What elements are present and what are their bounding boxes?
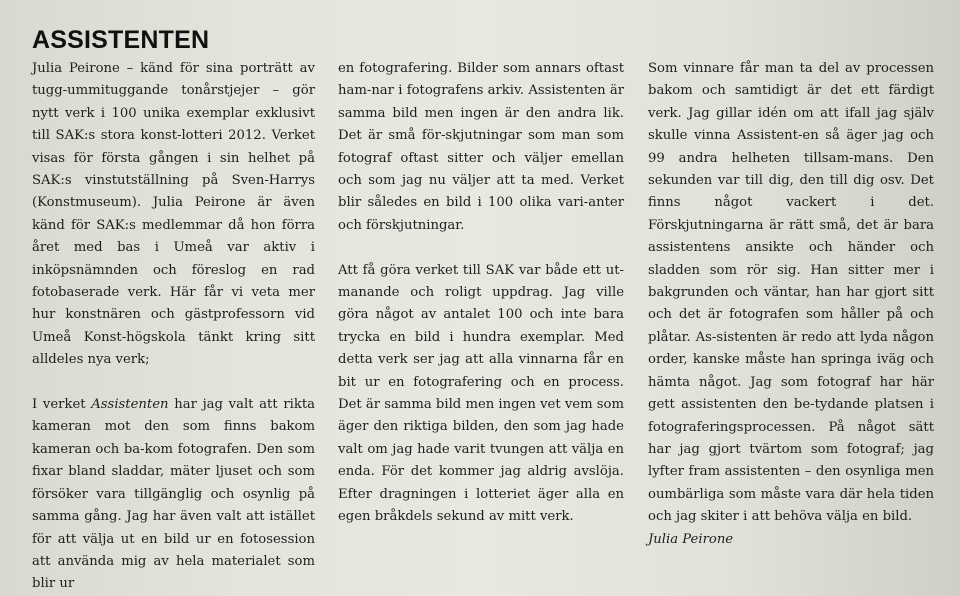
- author-signature: Julia Peirone: [648, 531, 734, 547]
- quote-paragraph-3: Att få göra verket till SAK var både ett ut-manande och roligt uppdrag. Jag ville göra något av antalet 100 och inte bara trycka en bild i hundra exemplar. Med detta verk ser jag att alla vinnarna får en bit ur en fotografering och en process. Det är samma bild men ingen vet vem som äger den riktiga bilden, den som jag hade valt om jag hade varit tvungen att välja en enda. För det kommer jag aldrig avslöja. Efter dragningen i lotteriet äger alla en egen bråkdels sekund av mitt verk.: [338, 262, 624, 525]
- column-3: [648, 58, 934, 551]
- quote-paragraph-2: en fotografering. Bilder som annars oftast ham-nar i fotografens arkiv. Assistenten är samma bild men ingen är den andra lik. Det är små för-skjutningar som man som fotograf oftast sitter och väljer emellan och som jag nu väljer att ta med. Verket blir således en bild i 100 olika vari-anter och förskjutningar.: [338, 61, 624, 233]
- quote-text-start: I verket: [32, 397, 92, 413]
- quote-text-continued: har jag valt att rikta kameran mot den som finns bakom kameran och ba-kom fotografen. Den som fixar bland sladdar, mäter ljuset och som försöker vara tillgänglig och osynlig på samma gång. Jag har även valt att istället för att välja ut en bild ur en fotosession att använda mig av hela materialet som blir ur: [32, 397, 316, 592]
- column-1: [32, 58, 315, 596]
- column-2: [338, 58, 624, 529]
- intro-paragraph: Julia Peirone – känd för sina porträtt av tugg-ummituggande tonårstjejer – gör nytt verk i 100 unika exemplar exklusivt till SAK:s stora konst-lotteri 2012. Verket visas för första gången i sin helhet på SAK:s vinstutställning på Sven-Harrys (Konstmuseum). Julia Peirone är även känd för SAK:s medlemmar då hon förra året med bas i Umeå var aktiv i inköpsnämnden och föreslog en rad fotobaserade verk. Här får vi veta mer hur konstnären och gästprofessorn vid Umeå Konst-högskola tänkt kring sitt alldeles nya verk;: [32, 61, 315, 368]
- article-title: ASSISTENTEN: [32, 26, 210, 54]
- work-title: Assistenten: [91, 397, 169, 413]
- quote-paragraph-1: [32, 394, 315, 596]
- quote-paragraph-4: Som vinnare får man ta del av processen bakom och samtidigt är det ett färdigt verk. Jag gillar idén om att ifall jag själv skulle vinna Assistent-en så äger jag och 99 andra helheten tillsam-mans. Den sekunden var till dig, den till dig osv. Det finns något vackert i det. Förskjutningarna är rätt små, det är bara assistentens ansikte och händer och sladden som rör sig. Han sitter mer i bakgrunden och väntar, han har gjort sitt och det är fotografen som håller på och plåtar. As-sistenten är redo att lyda någon order, kanske måste han springa iväg och hämta något. Jag som fotograf har här gett assistenten den be-tydande platsen i fotograferingsprocessen. På något sätt har jag gjort tvärtom som fotograf; jag lyfter fram assistenten – den osynliga men oumbärliga som måste vara där hela tiden och jag skiter i att behöva välja en bild.: [648, 61, 934, 525]
- paragraph-spacer: [338, 237, 624, 259]
- paragraph-spacer: [32, 372, 315, 394]
